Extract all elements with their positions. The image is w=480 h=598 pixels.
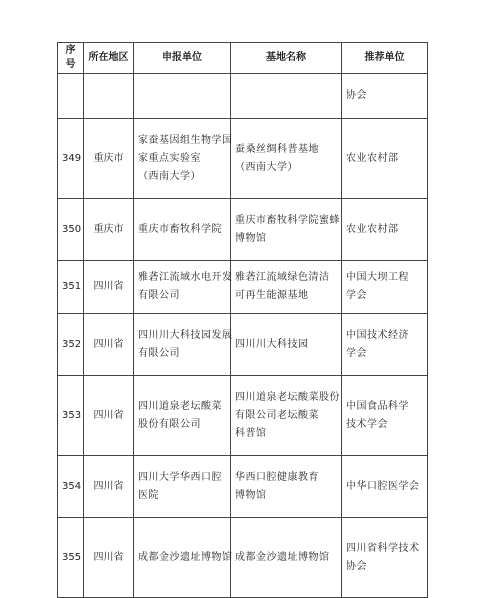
table-row xyxy=(58,456,428,518)
cell-text-line: 中国食品科学 xyxy=(346,400,409,412)
cell-region xyxy=(84,518,134,598)
cell-text: 四川省 xyxy=(93,551,124,563)
cell-text-line: 重庆市畜牧科学院蜜蜂 xyxy=(235,214,340,226)
cell-text-line: （西南大学） xyxy=(235,161,298,173)
cell-text-line: 成都金沙遗址博物馆 xyxy=(138,551,233,563)
cell-region xyxy=(84,199,134,261)
cell-text-line: 家蚕基因组生物学国 xyxy=(138,134,233,146)
cell-base-name xyxy=(231,456,342,518)
cell-applicant-unit xyxy=(134,74,231,119)
cell-recommending-unit xyxy=(342,119,428,199)
cell-region xyxy=(84,376,134,456)
cell-text-line: 协会 xyxy=(346,560,367,572)
cell-text-line: 中国大坝工程 xyxy=(346,272,409,283)
header-recommending-unit: 推荐单位 xyxy=(342,43,428,74)
cell-text: 355 xyxy=(62,551,82,563)
base-list-table xyxy=(57,42,428,598)
cell-base-name xyxy=(231,261,342,314)
header-serial-number: 序号 xyxy=(58,43,84,74)
cell-region xyxy=(84,74,134,119)
cell-region xyxy=(84,261,134,314)
cell-recommending-unit xyxy=(342,261,428,314)
cell-text: 四川省 xyxy=(93,281,124,292)
cell-text-line: 博物馆 xyxy=(235,232,267,244)
cell-base-name xyxy=(231,119,342,199)
cell-serial-number xyxy=(58,518,84,598)
cell-text-line: 雅砻江流域水电开发 xyxy=(138,272,233,283)
cell-text-line: 四川川大科技园发展 xyxy=(138,329,233,341)
cell-text-line: 学会 xyxy=(346,347,367,359)
cell-text-line: 医院 xyxy=(138,489,159,501)
cell-text-line: 农业农村部 xyxy=(346,152,399,164)
cell-applicant-unit xyxy=(134,376,231,456)
cell-text-line: 华西口腔健康教育 xyxy=(235,471,319,483)
cell-text: 351 xyxy=(62,281,82,292)
cell-text-line: 可再生能源基地 xyxy=(235,290,309,301)
table-body xyxy=(58,74,428,598)
header-base-name: 基地名称 xyxy=(231,43,342,74)
cell-region xyxy=(84,119,134,199)
cell-recommending-unit xyxy=(342,199,428,261)
cell-text-line: 科普馆 xyxy=(235,427,267,439)
cell-text-line: 重庆市畜牧科学院 xyxy=(138,223,222,235)
cell-serial-number xyxy=(58,456,84,518)
cell-text-line: 有限公司老坛酸菜 xyxy=(235,409,319,421)
cell-base-name xyxy=(231,199,342,261)
cell-region xyxy=(84,314,134,376)
cell-text-line: 蚕桑丝绸科普基地 xyxy=(235,143,319,155)
table-row xyxy=(58,199,428,261)
cell-serial-number xyxy=(58,314,84,376)
cell-text: 重庆市 xyxy=(93,223,124,235)
header-row xyxy=(58,43,428,74)
cell-text-line: （西南大学） xyxy=(138,170,201,182)
cell-recommending-unit xyxy=(342,456,428,518)
table-row xyxy=(58,518,428,598)
cell-serial-number xyxy=(58,376,84,456)
table-row xyxy=(58,119,428,199)
cell-applicant-unit xyxy=(134,261,231,314)
header-applicant-unit: 申报单位 xyxy=(134,43,231,74)
cell-text: 352 xyxy=(62,338,82,350)
cell-serial-number xyxy=(58,119,84,199)
cell-serial-number xyxy=(58,74,84,119)
cell-text-line: 中华口腔医学会 xyxy=(346,480,420,492)
cell-text-line: 协会 xyxy=(346,90,367,101)
cell-text: 四川省 xyxy=(93,409,124,421)
cell-text-line: 四川道泉老坛酸菜 xyxy=(138,400,222,412)
cell-serial-number xyxy=(58,261,84,314)
cell-applicant-unit xyxy=(134,119,231,199)
cell-base-name xyxy=(231,314,342,376)
cell-recommending-unit xyxy=(342,376,428,456)
table-row xyxy=(58,261,428,314)
table-row xyxy=(58,376,428,456)
cell-region xyxy=(84,456,134,518)
cell-text: 354 xyxy=(62,480,82,492)
cell-text-line: 有限公司 xyxy=(138,290,180,301)
cell-text-line: 股份有限公司 xyxy=(138,418,201,430)
cell-applicant-unit xyxy=(134,199,231,261)
cell-text-line: 雅砻江流域绿色清洁 xyxy=(235,272,330,283)
cell-serial-number xyxy=(58,199,84,261)
cell-applicant-unit xyxy=(134,314,231,376)
cell-text-line: 家重点实验室 xyxy=(138,152,201,164)
cell-applicant-unit xyxy=(134,518,231,598)
cell-base-name xyxy=(231,74,342,119)
cell-text: 四川省 xyxy=(93,338,124,350)
header-region: 所在地区 xyxy=(84,43,134,74)
cell-text-line: 四川道泉老坛酸菜股份 xyxy=(235,391,340,403)
cell-text: 349 xyxy=(62,152,82,164)
cell-recommending-unit xyxy=(342,74,428,119)
cell-applicant-unit xyxy=(134,456,231,518)
cell-text-line: 学会 xyxy=(346,290,367,301)
cell-base-name xyxy=(231,518,342,598)
cell-text-line: 四川川大科技园 xyxy=(235,338,309,350)
cell-text-line: 四川大学华西口腔 xyxy=(138,471,222,483)
cell-text-line: 中国技术经济 xyxy=(346,329,409,341)
cell-text-line: 成都金沙遗址博物馆 xyxy=(235,551,330,563)
cell-text: 四川省 xyxy=(93,480,124,492)
cell-base-name xyxy=(231,376,342,456)
cell-text: 350 xyxy=(62,223,82,235)
cell-text-line: 有限公司 xyxy=(138,347,180,359)
cell-text-line: 博物馆 xyxy=(235,489,267,501)
cell-text-line: 技术学会 xyxy=(346,418,388,430)
cell-text-line: 四川省科学技术 xyxy=(346,542,420,554)
cell-text-line: 农业农村部 xyxy=(346,223,399,235)
cell-recommending-unit xyxy=(342,518,428,598)
cell-text: 353 xyxy=(62,409,82,421)
cell-text: 重庆市 xyxy=(93,152,124,164)
cell-recommending-unit xyxy=(342,314,428,376)
table-row xyxy=(58,314,428,376)
table-row xyxy=(58,74,428,119)
